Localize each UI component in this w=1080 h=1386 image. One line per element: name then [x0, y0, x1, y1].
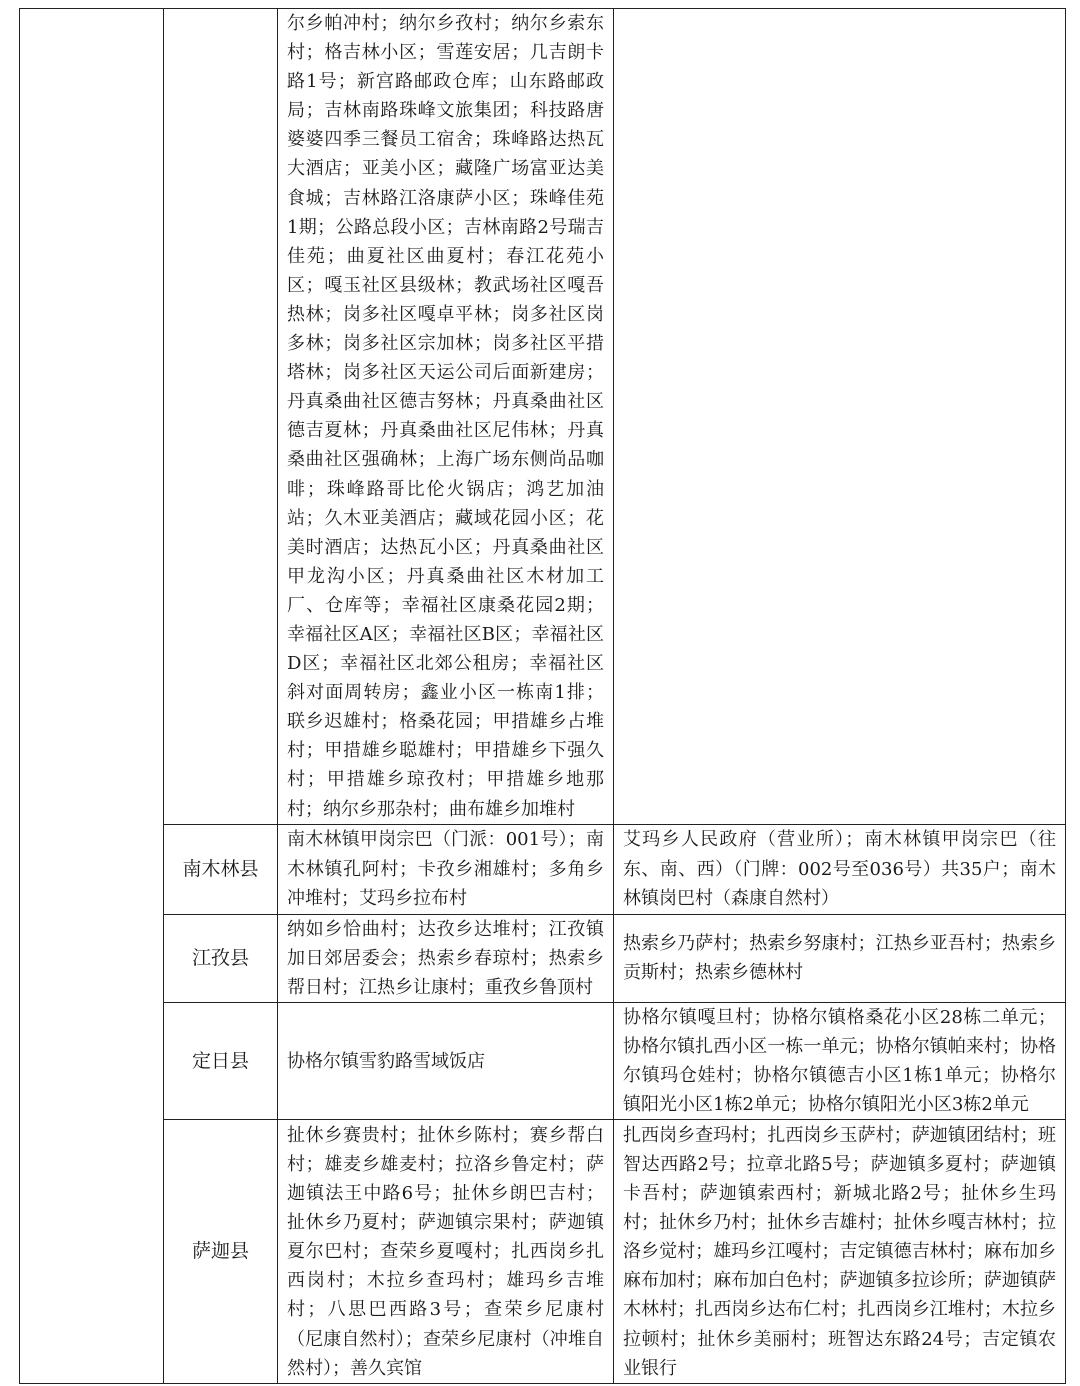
region-cell [20, 9, 164, 1384]
table-row [20, 1120, 1066, 1384]
high-risk-list-cell: 协格尔镇雪豹路雪域饭店 [278, 1002, 614, 1119]
county-cell: 南木林县 [164, 824, 278, 914]
table-row [20, 1002, 1066, 1119]
county-cell: 江孜县 [164, 914, 278, 1002]
high-risk-list-cell: 尔乡帕冲村；纳尔乡孜村；纳尔乡索东村；格吉林小区；雪莲安居；几吉朗卡路1号；新宫路邮政仓库；山东路邮政局；吉林南路珠峰文旅集团；科技路唐婆婆四季三餐员工宿舍；珠峰路达热瓦大酒店；亚美小区；藏隆广场富亚达美食城；吉林路江洛康萨小区；珠峰佳苑1期；公路总段小区；吉林南路2号瑞吉佳苑；曲夏社区曲夏村；春江花苑小区；嘎玉社区县级林；教武场社区嘎吾热林；岗多社区嘎卓平林；岗多社区岗多林；岗多社区宗加林；岗多社区平措塔林；岗多社区天运公司后面新建房；丹真桑曲社区德吉努林；丹真桑曲社区德吉夏林；丹真桑曲社区尼伟林；丹真桑曲社区强确林；上海广场东侧尚品咖啡；珠峰路哥比伦火锅店；鸿艺加油站；久木亚美酒店；藏域花园小区；花美时酒店；达热瓦小区；丹真桑曲社区甲龙沟小区；丹真桑曲社区木材加工厂、仓库等；幸福社区康桑花园2期；幸福社区A区；幸福社区B区；幸福社区D区；幸福社区北郊公租房；幸福社区斜对面周转房；鑫业小区一栋南1排；联乡迟雄村；格桑花园；甲措雄乡占堆村；甲措雄乡聪雄村；甲措雄乡下强久村；甲措雄乡琼孜村；甲措雄乡地那村；纳尔乡那杂村；曲布雄乡加堆村 [278, 9, 614, 825]
table-row [20, 914, 1066, 1002]
high-risk-list-cell: 扯休乡赛贵村；扯休乡陈村；赛乡帮白村；雄麦乡雄麦村；拉洛乡鲁定村；萨迦镇法王中路6号；扯休乡朗巴吉村；扯休乡乃夏村；萨迦镇宗果村；萨迦镇夏尔巴村；查荣乡夏嘎村；扎西岗乡扎西岗村；木拉乡查玛村；雄玛乡吉堆村；八思巴西路3号；查荣乡尼康村（尼康自然村）；查荣乡尼康村（冲堆自然村）；善久宾馆 [278, 1120, 614, 1384]
mid-risk-list-cell [614, 9, 1066, 825]
mid-risk-list-cell: 艾玛乡人民政府（营业所）；南木林镇甲岗宗巴（往东、南、西）（门牌：002号至036号）共35户；南木林镇岗巴村（森康自然村） [614, 824, 1066, 914]
address-table [19, 8, 1066, 1384]
county-cell [164, 9, 278, 825]
mid-risk-list-cell: 热索乡乃萨村；热索乡努康村；江热乡亚吾村；热索乡贡斯村；热索乡德林村 [614, 914, 1066, 1002]
high-risk-list-cell: 纳如乡恰曲村；达孜乡达堆村；江孜镇加日郊居委会；热索乡春琼村；热索乡帮日村；江热乡让康村；重孜乡鲁顶村 [278, 914, 614, 1002]
mid-risk-list-cell: 协格尔镇嘎旦村；协格尔镇格桑花小区28栋二单元；协格尔镇扎西小区一栋一单元；协格尔镇帕来村；协格尔镇玛仓娃村；协格尔镇德吉小区1栋1单元；协格尔镇阳光小区1栋2单元；协格尔镇阳光小区3栋2单元 [614, 1002, 1066, 1119]
county-cell: 萨迦县 [164, 1120, 278, 1384]
mid-risk-list-cell: 扎西岗乡查玛村；扎西岗乡玉萨村；萨迦镇团结村；班智达西路2号；拉章北路5号；萨迦镇多夏村；萨迦镇卡吾村；萨迦镇索西村；新城北路2号；扯休乡生玛村；扯休乡乃村；扯休乡吉雄村；扯休乡嘎吉林村；拉洛乡觉村；雄玛乡江嘎村；吉定镇德吉林村；麻布加乡麻布加村；麻布加白色村；萨迦镇多拉诊所；萨迦镇萨木林村；扎西岗乡达布仁村；扎西岗乡江堆村；木拉乡拉顿村；扯休乡美丽村；班智达东路24号；吉定镇农业银行 [614, 1120, 1066, 1384]
table-row [20, 9, 1066, 825]
county-cell: 定日县 [164, 1002, 278, 1119]
table-row [20, 824, 1066, 914]
high-risk-list-cell: 南木林镇甲岗宗巴（门派：001号）；南木林镇孔阿村；卡孜乡湘雄村；多角乡冲堆村；艾玛乡拉布村 [278, 824, 614, 914]
